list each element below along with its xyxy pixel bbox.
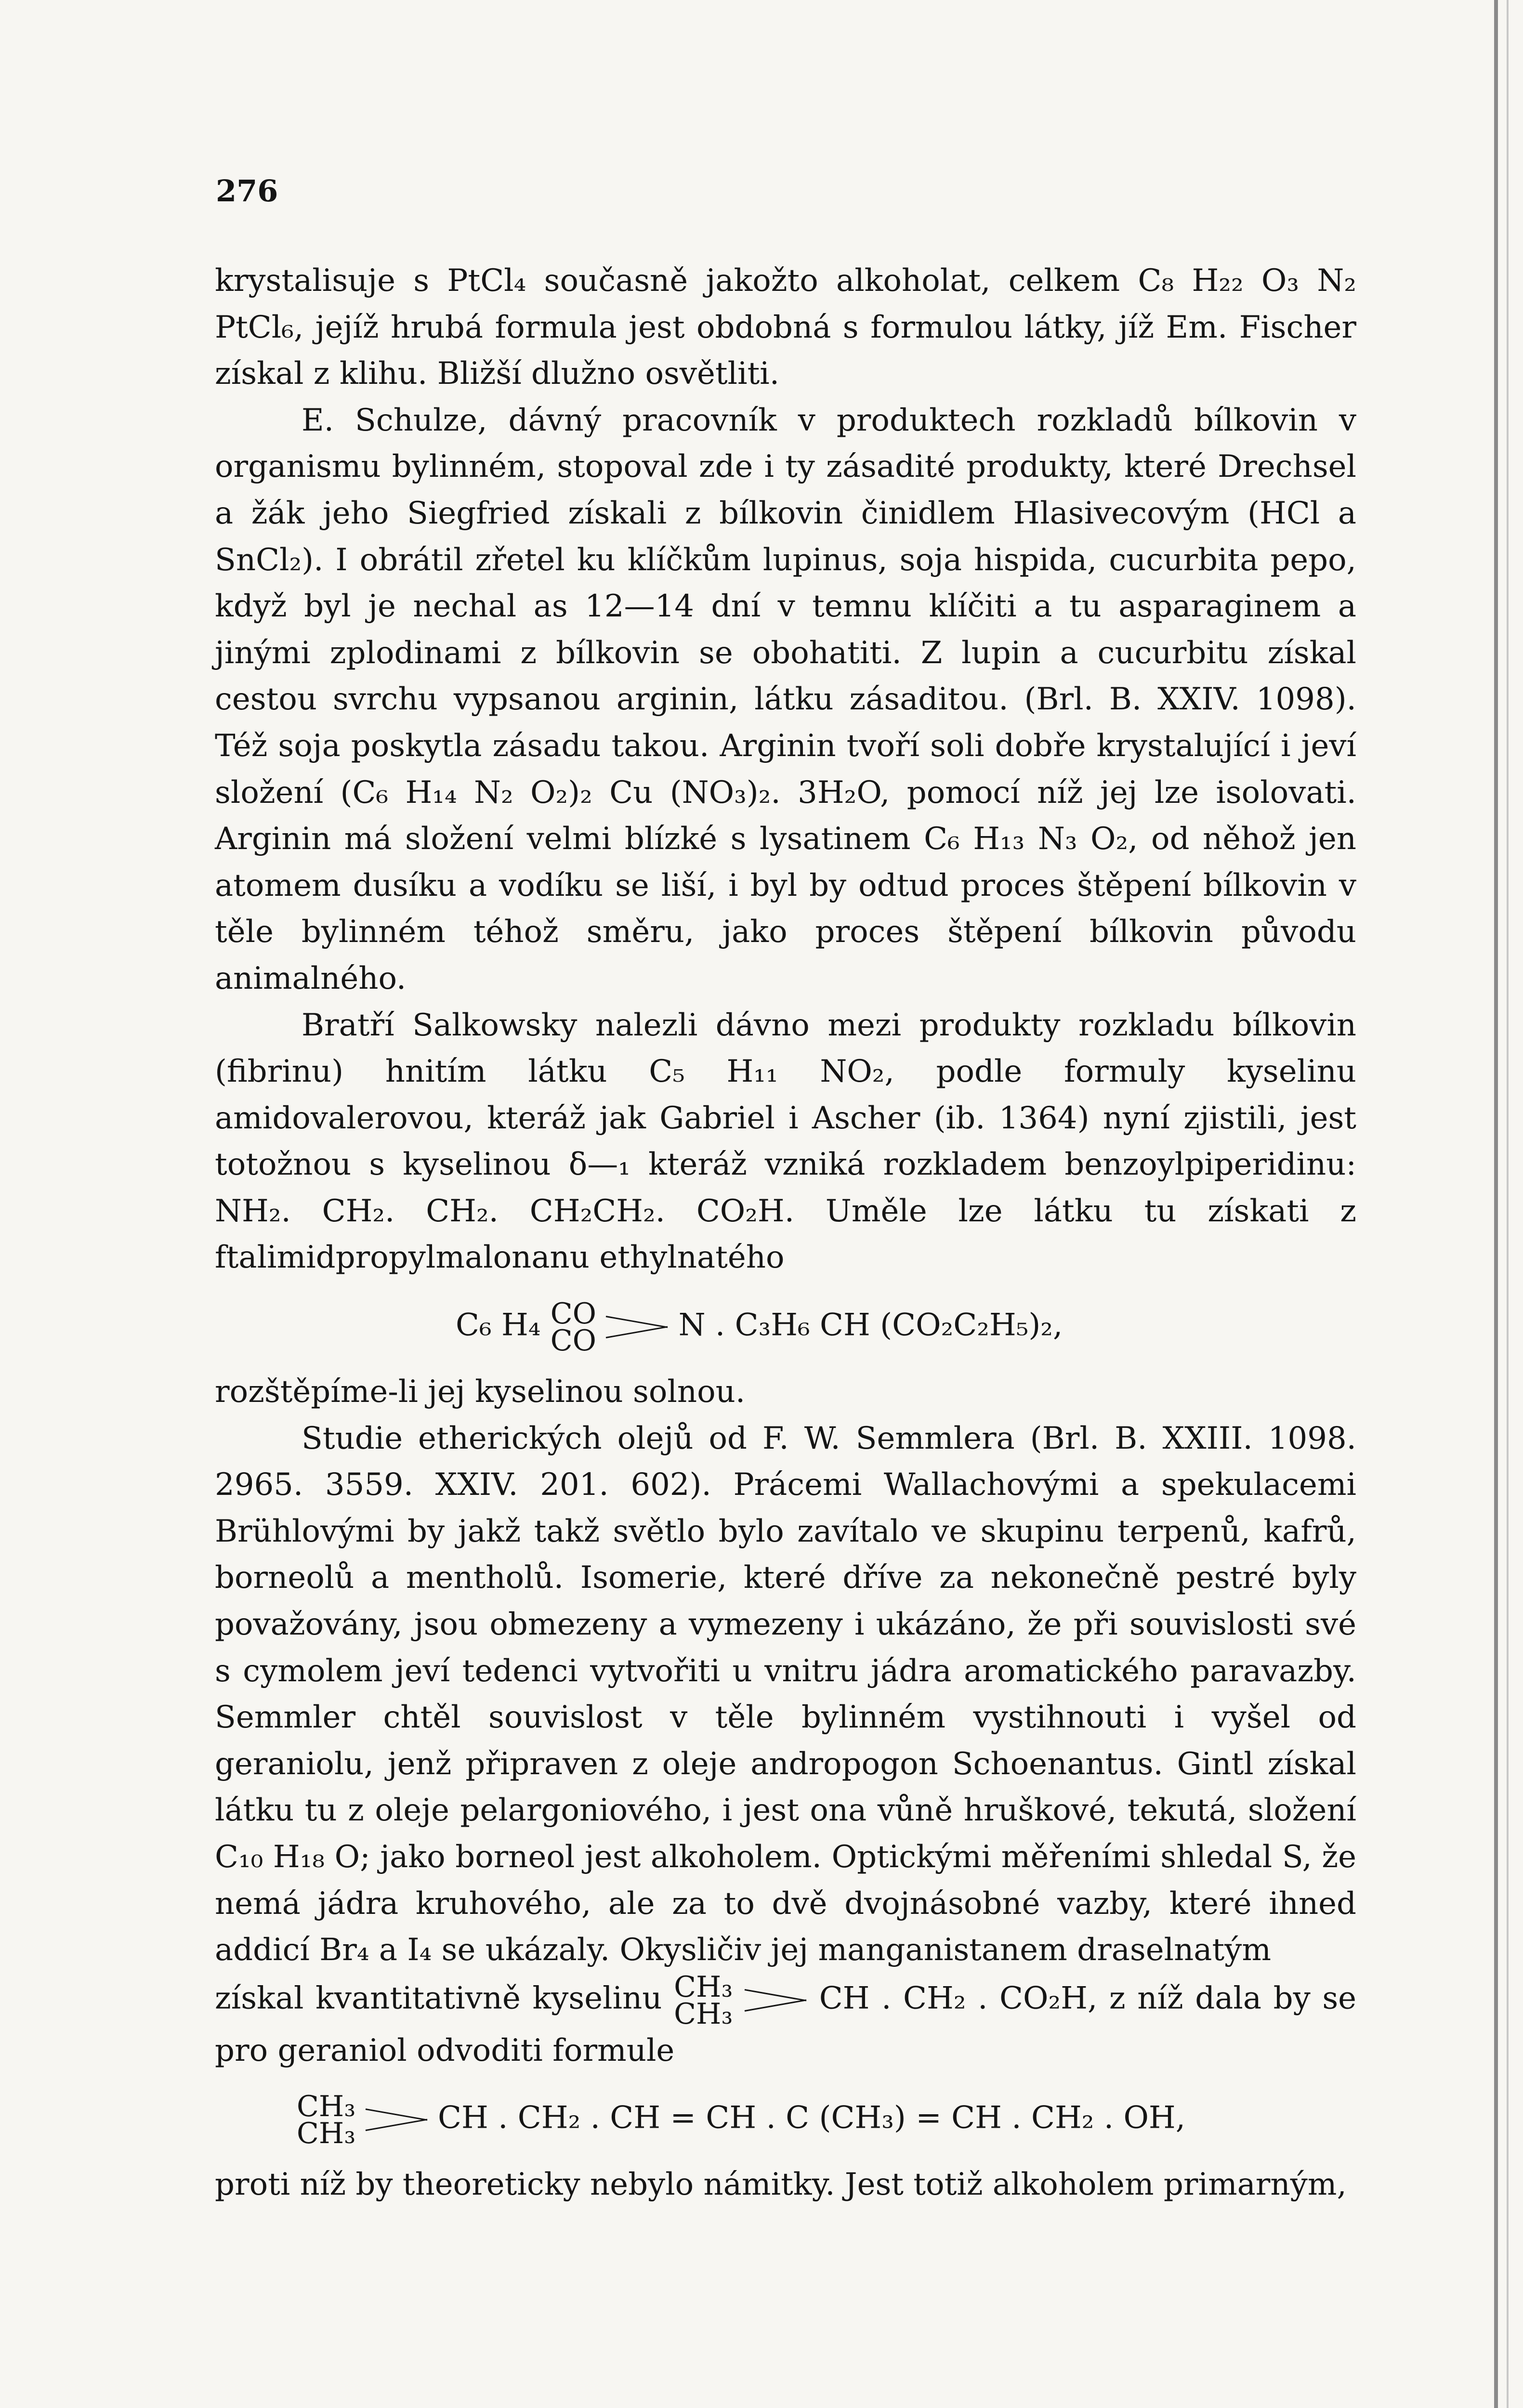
paragraph-5: Studie etherických olejů od F. W. Semmlera (Brl. B. XXIII. 1098. 2965. 3559. XXIV. 201. 602). Prácemi Wallachovými a spekulacemi Brühlovými by jakž takž světlo bylo zavítalo ve skupinu terpenů, kafrů, borneolů a mentholů. Isomerie, které dříve za nekonečně pestré byly považovány, jsou obmezeny a vymezeny i ukázáno, že při souvislosti své s cymolem jeví tedenci vytvořiti u vnitru jádra aromatického paravazby. Semmler chtěl souvislost v těle bylinném vystihnouti i vyšel od geraniolu, jenž připraven z oleje andropogon Schoenantus. Gintl získal látku tu z oleje pelargoniového, i jest ona vůně hruškové, tekutá, složení C₁₀ H₁₈ O; jako borneol jest alkoholem. Optickými měřeními shledal S, že nemá jádra kruhového, ale za to dvě dvojnásobné vazby, které ihned addicí Br₄ a I₄ se ukázaly. Okysličiv jej manganistanem draselnatým [215, 1420, 1356, 1968]
paragraph-4: rozštěpíme-li jej kyselinou solnou. [215, 1374, 746, 1410]
formula-bond-icon [606, 1322, 669, 1332]
paragraph-3: Bratří Salkowsky nalezli dávno mezi produkty rozkladu bílkovin (fibrinu) hnitím látku C₅ H₁₁ NO₂, podle formuly kyselinu amidovalerovou, kteráž jak Gabriel i Ascher (ib. 1364) nyní zjistili, jest totožnou s kyselinou δ—₁ kteráž vzniká rozkladem benzoylpiperidinu: NH₂. CH₂. CH₂. CH₂CH₂. CO₂H. Uměle lze látku tu získati z ftalimidpropylmalonanu ethylnatého [215, 1007, 1356, 1276]
paragraph-6 [215, 1970, 1357, 2074]
acid-ch3-stack [674, 1970, 733, 2031]
paragraph-2: E. Schulze, dávný pracovník v produktech rozkladů bílkovin v organismu bylinném, stopoval zde i ty zásadité produkty, které Drechsel a žák jeho Siegfried získali z bílkovin činidlem Hlasivecovým (HCl a SnCl₂). I obrátil zřetel ku klíčkům lupinus, soja hispida, cucurbita pepo, když byl je nechal as 12—14 dní v temnu klíčiti a tu asparaginem a jinými zplodinami z bílkovin se obohatiti. Z lupin a cucurbitu získal cestou svrchu vypsanou arginin, látku zásaditou. (Brl. B. XXIV. 1098). Též soja poskytla zásadu takou. Arginin tvoří soli dobře krystalující i jeví složení (C₆ H₁₄ N₂ O₂)₂ Cu (NO₃)₂. 3H₂O, pomocí níž jej lze isolovati. Arginin má složení velmi blízké s lysatinem C₆ H₁₃ N₃ O₂, od něhož jen atomem dusíku a vodíku se liší, i byl by odtud proces štěpení bílkovin v těle bylinném téhož směru, jako proces štěpení bílkovin původu animalného. [215, 402, 1356, 996]
acid-ch3-bottom: CH₃ [674, 1997, 733, 2031]
geraniol-ch3-stack [297, 2090, 356, 2151]
formula-phthalimid [215, 1297, 1356, 1358]
geraniol-ch3-top: CH₃ [297, 2090, 356, 2124]
formula-co-bottom: CO [550, 1324, 596, 1358]
acid-ch3-top: CH₃ [674, 1970, 733, 2004]
geraniol-ch3-bottom: CH₃ [297, 2117, 356, 2151]
formula-right: N . C₃H₆ CH (CO₂C₂H₅)₂, [678, 1307, 1063, 1343]
acid-bond-icon [745, 1996, 807, 2005]
page-edge-shadow [1494, 0, 1498, 2408]
page-number: 276 [216, 173, 278, 209]
formula-co-stack [550, 1297, 596, 1358]
acid-rest: CH . CH₂ . CO₂H, z níž dala by se pro geraniol odvoditi formule [215, 1980, 1357, 2068]
formula-left: C₆ H₄ [456, 1307, 541, 1343]
body-text [215, 258, 1356, 2208]
geraniol-right: CH . CH₂ . CH = CH . C (CH₃) = CH . CH₂ . OH, [437, 2100, 1186, 2136]
paragraph-7: proti níž by theoreticky nebylo námitky. Jest totiž alkoholem primarným, [215, 2167, 1347, 2203]
paragraph-1: krystalisuje s PtCl₄ současně jakožto alkoholat, celkem C₈ H₂₂ O₃ N₂ PtCl₆, jejíž hrubá formula jest obdobná s formulou látky, jíž Em. Fischer získal z klihu. Bližší dlužno osvětliti. [215, 263, 1356, 392]
formula-geraniol [215, 2090, 1356, 2151]
acid-intro: získal kvantitativně kyselinu [215, 1980, 662, 2016]
formula-co-top: CO [550, 1297, 596, 1331]
page-edge-line [1507, 0, 1509, 2408]
geraniol-bond-icon [366, 2115, 428, 2125]
